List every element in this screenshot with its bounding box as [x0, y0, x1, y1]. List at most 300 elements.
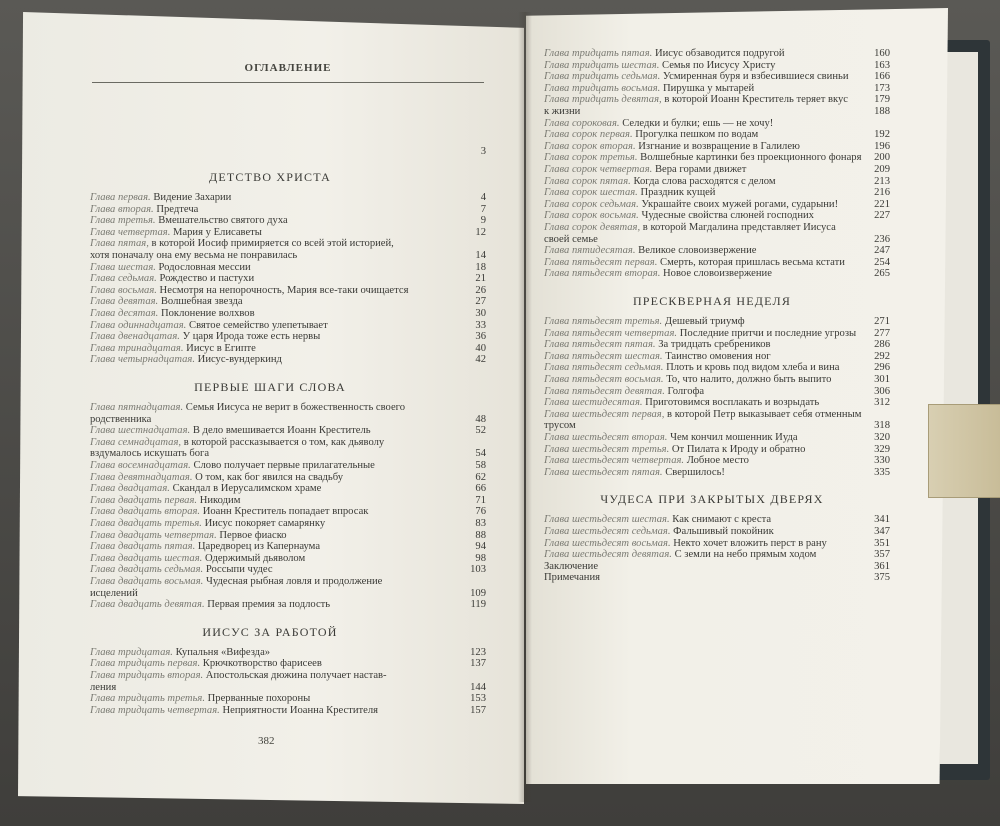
- toc-entry: [90, 518, 325, 529]
- toc-entry: [90, 647, 270, 658]
- chapter-title: Вера горами движет: [654, 164, 747, 175]
- chapter-label: Глава шестьдесят вторая.: [544, 432, 668, 443]
- toc-entry: [90, 460, 375, 471]
- page-ref: 54: [475, 448, 486, 460]
- page-ref: 341: [874, 514, 890, 526]
- toc-entry: [544, 374, 831, 385]
- toc-entry: [544, 561, 598, 572]
- chapter-title: Волшебная звезда: [160, 296, 243, 308]
- section-title: ЧУДЕСА ПРИ ЗАКРЫТЫХ ДВЕРЯХ: [600, 492, 824, 507]
- chapter-title: От Пилата к Ироду и обратно: [671, 443, 806, 455]
- chapter-title: к жизни: [544, 106, 581, 117]
- page-ref: 52: [475, 425, 486, 437]
- chapter-title: То, что налито, должно быть выпито: [666, 374, 832, 385]
- chapter-title: Дешевый триумф: [664, 316, 745, 327]
- toc-entry: [544, 455, 749, 466]
- toc-entry: [544, 514, 771, 525]
- page-number: 382: [258, 735, 275, 747]
- chapter-label: Глава двадцать шестая.: [90, 552, 203, 564]
- page-ref: 88: [475, 529, 486, 541]
- chapter-label: Глава шестьдесят шестая.: [544, 514, 670, 526]
- chapter-title: Усмиренная буря и взбесившиеся свиньи: [662, 71, 849, 83]
- chapter-title: в которой Иосиф примиряется со всей этой историей,: [151, 238, 394, 250]
- section-title: ПЕРВЫЕ ШАГИ СЛОВА: [194, 380, 346, 394]
- toc-entry: [544, 316, 745, 327]
- toc-entry: [90, 448, 209, 459]
- chapter-title: в которой рассказывается о том, как дьяволу: [183, 436, 385, 448]
- toc-entry: [544, 106, 580, 117]
- chapter-label: Глава двадцать седьмая.: [90, 564, 204, 576]
- chapter-title: Последние притчи и последние угрозы: [679, 327, 857, 339]
- chapter-label: Глава пятая,: [90, 238, 149, 250]
- page-ref: 196: [874, 140, 890, 152]
- chapter-title: Голгофа: [667, 385, 705, 397]
- chapter-label: Глава шестьдесят пятая.: [544, 466, 663, 478]
- page-ref: 347: [874, 526, 890, 537]
- page-ref: 103: [470, 564, 486, 576]
- chapter-title: Праздник кущей: [640, 187, 716, 199]
- chapter-label: Глава шестнадцатая.: [90, 425, 191, 437]
- page-ref: 375: [874, 572, 890, 584]
- chapter-label: Глава сорок третья.: [544, 152, 638, 164]
- chapter-label: Глава шестая.: [90, 261, 156, 273]
- chapter-label: Глава пятьдесят первая.: [544, 256, 658, 268]
- page-ref: 254: [874, 256, 890, 268]
- chapter-label: Глава тридцать восьмая.: [544, 82, 661, 94]
- chapter-title: Семья Иисуса не верит в божественность своего: [185, 402, 406, 413]
- chapter-title: Иоанн Креститель попадает впросак: [202, 506, 369, 518]
- chapter-title: Купальня «Вифезда»: [175, 646, 271, 658]
- chapter-title: вздумалось искушать бога: [90, 448, 210, 460]
- toc-entry: [90, 693, 310, 704]
- page-ref: 153: [470, 693, 486, 705]
- chapter-label: Глава шестидесятая.: [544, 397, 643, 409]
- page-ref: 265: [874, 268, 890, 280]
- chapter-label: Глава пятидесятая.: [544, 245, 636, 257]
- chapter-title: Чудесные свойства слюней господних: [641, 210, 814, 222]
- chapter-label: Глава шестьдесят третья.: [544, 443, 670, 455]
- chapter-title: в которой Иоанн Креститель теряет вкус: [664, 94, 848, 106]
- chapter-title: Рождество и пастухи: [159, 273, 255, 285]
- toc-entry: [544, 83, 754, 94]
- toc-entry: [544, 222, 836, 233]
- toc-entry: [544, 409, 861, 420]
- chapter-title: Таинство омовения ног: [665, 350, 771, 362]
- chapter-label: Глава двадцать пятая.: [90, 541, 196, 553]
- chapter-title: Великое словоизвержение: [638, 245, 757, 257]
- toc-entry: [544, 351, 771, 362]
- chapter-title: Царедворец из Капернаума: [197, 541, 321, 553]
- chapter-title: Скандал в Иерусалимском храме: [172, 483, 322, 495]
- chapter-title: Несмотря на непорочность, Мария все-таки очищается: [159, 284, 409, 296]
- toc-entry: [90, 215, 288, 226]
- chapter-title: Когда слова расходятся с делом: [633, 175, 776, 187]
- chapter-title: Первое фиаско: [219, 529, 287, 541]
- toc-entry: [90, 553, 305, 564]
- chapter-label: Глава шестьдесят четвертая.: [544, 455, 685, 467]
- toc-entry: [544, 328, 856, 339]
- toc-entry: [544, 444, 805, 455]
- toc-entry: [90, 320, 328, 331]
- chapter-label: Глава шестьдесят девятая.: [544, 549, 672, 561]
- page-ref: 157: [470, 704, 486, 716]
- toc-entry: [544, 257, 845, 268]
- section-title: ДЕТСТВО ХРИСТА: [208, 170, 332, 184]
- page-ref: 4: [480, 192, 486, 203]
- page-ref: 318: [874, 420, 890, 432]
- page-ref: 312: [874, 397, 890, 409]
- page-ref: 119: [470, 599, 486, 611]
- page-ref: 137: [470, 658, 486, 670]
- page-ref: 277: [874, 327, 890, 339]
- chapter-label: Глава седьмая.: [90, 273, 157, 285]
- page-ref: 301: [874, 374, 890, 385]
- chapter-label: Глава пятьдесят вторая.: [544, 268, 661, 280]
- chapter-title: исцелений: [90, 587, 138, 599]
- page-ref: 33: [475, 319, 486, 331]
- page-ref: 357: [874, 549, 890, 561]
- chapter-label: Глава пятьдесят седьмая.: [544, 362, 664, 374]
- chapter-label: Глава двенадцатая.: [90, 331, 180, 343]
- chapter-label: Глава сорок четвертая.: [544, 164, 653, 175]
- chapter-title: Родословная мессии: [158, 261, 251, 273]
- page-ref: 320: [874, 432, 890, 443]
- chapter-label: Глава тринадцатая.: [90, 342, 184, 354]
- toc-entry: [90, 204, 198, 215]
- chapter-title: За тридцать сребреников: [658, 339, 771, 351]
- toc-entry: [544, 572, 600, 583]
- page-ref: 30: [475, 308, 486, 319]
- toc-entry: [90, 192, 231, 203]
- toc-entry: [544, 199, 838, 210]
- chapter-title: Предтеча: [156, 203, 199, 215]
- chapter-label: Глава тридцать девятая,: [544, 94, 662, 106]
- heading-rule: [92, 82, 484, 83]
- page-ref: 9: [480, 215, 486, 227]
- chapter-label: Глава пятьдесят четвертая.: [544, 327, 678, 339]
- chapter-title: Чем кончил мошенник Иуда: [670, 432, 798, 443]
- chapter-title: Слово получает первые прилагательные: [193, 460, 375, 471]
- chapter-title: Селедки и булки; ешь — не хочу!: [622, 117, 774, 129]
- page-ref: 330: [874, 455, 890, 467]
- chapter-title: Приготовимся восплакать и возрыдать: [645, 397, 820, 409]
- page-ref: 329: [874, 443, 890, 455]
- page-ref: 26: [475, 284, 486, 296]
- chapter-label: Глава пятьдесят третья.: [544, 316, 663, 327]
- chapter-label: Глава двадцать восьмая.: [90, 576, 204, 587]
- chapter-title: Первая премия за подлость: [207, 599, 331, 611]
- chapter-title: Фальшивый покойник: [673, 526, 774, 537]
- toc-entry: [90, 472, 343, 483]
- toc-entry: [90, 262, 251, 273]
- chapter-label: Глава тридцать третья.: [90, 693, 205, 705]
- toc-entry: [544, 176, 776, 187]
- chapter-title: Мария у Елисаветы: [173, 226, 262, 238]
- toc-entry: [90, 483, 321, 494]
- page-ref: 14: [475, 250, 486, 261]
- toc-entry: [544, 152, 861, 163]
- toc-entry: [544, 432, 798, 443]
- chapter-title: Смерть, которая пришлась весьма кстати: [660, 256, 845, 268]
- chapter-title: Одержимый дьяволом: [204, 552, 306, 564]
- toc-entry: [544, 549, 816, 560]
- chapter-label: Глава вторая.: [90, 203, 154, 215]
- page-ref: 71: [475, 494, 486, 506]
- page-ref: 200: [874, 152, 890, 164]
- page-ref: 83: [475, 518, 486, 529]
- toc-entry: [544, 60, 775, 71]
- chapter-label: Глава пятнадцатая.: [90, 402, 184, 413]
- page-ref: 221: [874, 198, 890, 210]
- chapter-label: Глава четвертая.: [90, 226, 171, 238]
- page-ref: 227: [874, 210, 890, 222]
- chapter-title: Чудесная рыбная ловля и продолжение: [205, 576, 383, 587]
- chapter-label: Глава сорок девятая,: [544, 222, 641, 233]
- chapter-label: Глава двадцать девятая.: [90, 599, 205, 611]
- chapter-label: Глава пятьдесят пятая.: [544, 339, 656, 351]
- chapter-title: ления: [90, 681, 117, 693]
- chapter-title: в которой Петр выказывает себя отменным: [667, 408, 862, 420]
- chapter-title: Никодим: [199, 494, 241, 506]
- chapter-title: Украшайте своих мужей рогами, сударыни!: [641, 198, 839, 210]
- chapter-title: Как снимают с креста: [672, 514, 772, 526]
- toc-entry: [90, 402, 405, 413]
- toc-entry: [90, 682, 116, 693]
- chapter-title: Прерванные похороны: [207, 693, 311, 705]
- chapter-label: Глава сорок первая.: [544, 129, 633, 141]
- chapter-label: Глава первая.: [90, 192, 151, 203]
- chapter-label: Глава двадцатая.: [90, 483, 170, 495]
- chapter-label: Глава тридцать шестая.: [544, 59, 660, 71]
- chapter-title: Иисус-вундеркинд: [197, 354, 282, 366]
- toc-entry: [544, 526, 774, 537]
- chapter-label: Глава пятьдесят шестая.: [544, 350, 663, 362]
- page-ref: 36: [475, 331, 486, 343]
- chapter-title: Семья по Иисусу Христу: [662, 59, 776, 71]
- page-ref: 163: [874, 59, 890, 71]
- toc-entry: [90, 437, 384, 448]
- chapter-label: Глава сорок восьмая.: [544, 210, 639, 222]
- chapter-title: родственника: [90, 413, 152, 425]
- chapter-title: Неприятности Иоанна Крестителя: [222, 704, 378, 716]
- chapter-label: Глава пятьдесят восьмая.: [544, 374, 664, 385]
- toc-entry: [90, 354, 282, 365]
- chapter-title: Плоть и кровь под видом хлеба и вина: [666, 362, 840, 374]
- page-ref: 351: [874, 537, 890, 549]
- toc-entry: [90, 530, 287, 541]
- toc-heading: ОГЛАВЛЕНИЕ: [244, 62, 332, 74]
- page-ref: 173: [874, 82, 890, 94]
- chapter-label: Глава двадцать первая.: [90, 494, 198, 506]
- chapter-label: Глава сорок седьмая.: [544, 198, 639, 210]
- chapter-label: Глава тридцать пятая.: [544, 48, 653, 59]
- chapter-title: Вмешательство святого духа: [158, 215, 288, 227]
- section-title: ПРЕСКВЕРНАЯ НЕДЕЛЯ: [632, 294, 792, 308]
- chapter-label: Глава девятнадцатая.: [90, 471, 193, 483]
- toc-entry: [544, 187, 715, 198]
- chapter-title: Апостольская дюжина получает настав-: [205, 670, 387, 681]
- page-ref: 236: [874, 233, 890, 245]
- chapter-title: Примечания: [544, 572, 600, 584]
- page-ref: 12: [475, 226, 486, 238]
- chapter-title: хотя поначалу она ему весьма не понравилась: [90, 250, 298, 261]
- page-ref: 192: [874, 129, 890, 141]
- toc-entry: [90, 599, 330, 610]
- chapter-title: Лобное место: [686, 455, 749, 467]
- chapter-label: Глава тридцать вторая.: [90, 670, 204, 681]
- toc-entry: [544, 467, 725, 478]
- page-ref: 7: [480, 203, 486, 215]
- toc-entry: [544, 48, 785, 59]
- toc-entry: [90, 588, 138, 599]
- page-ref: 21: [475, 273, 486, 285]
- chapter-label: Глава шестьдесят восьмая.: [544, 537, 671, 549]
- chapter-label: Глава третья.: [90, 215, 156, 227]
- toc-entry: [90, 343, 256, 354]
- chapter-label: Глава тридцатая.: [90, 646, 173, 658]
- page-ref: 361: [874, 560, 890, 572]
- toc-entry: [544, 420, 576, 431]
- page-ref: 179: [874, 94, 890, 106]
- toc-entry: [544, 71, 849, 82]
- section-title: ИИСУС ЗА РАБОТОЙ: [202, 624, 338, 639]
- page-ref: 188: [874, 106, 890, 117]
- toc-entry: [544, 234, 598, 245]
- chapter-title: Святое семейство улепетывает: [189, 319, 328, 331]
- page-ref: 123: [470, 646, 486, 658]
- chapter-title: Видение Захарии: [153, 192, 232, 203]
- page-ref: 286: [874, 339, 890, 351]
- page-ref: 335: [874, 466, 890, 478]
- chapter-label: Глава сорок вторая.: [544, 140, 636, 152]
- chapter-title: Крючкотворство фарисеев: [202, 658, 322, 670]
- toc-entry: [544, 164, 746, 175]
- page-ref: 76: [475, 506, 486, 518]
- page-ref: 66: [475, 483, 486, 495]
- chapter-title: Иисус в Египте: [186, 342, 256, 354]
- toc-entry: [544, 141, 800, 152]
- chapter-label: Глава сорок пятая.: [544, 175, 631, 187]
- toc-entry: [90, 506, 368, 517]
- toc-entry: [544, 94, 848, 105]
- chapter-title: своей семье: [544, 233, 598, 245]
- toc-entry: [90, 308, 255, 319]
- page-ref: 94: [475, 541, 486, 553]
- toc-entry: [90, 495, 240, 506]
- book-gutter: [518, 12, 532, 802]
- toc-entry: [544, 268, 772, 279]
- chapter-label: Глава семнадцатая,: [90, 436, 182, 448]
- toc-entry: [90, 296, 243, 307]
- chapter-label: Глава двадцать третья.: [90, 518, 202, 529]
- chapter-title: Некто хочет вложить перст в рану: [673, 537, 827, 549]
- page-ref: 40: [475, 342, 486, 354]
- bookmark: [928, 404, 1000, 498]
- toc-entry: [90, 331, 320, 342]
- toc-entry: [544, 339, 771, 350]
- page-ref: 18: [475, 261, 486, 273]
- page-ref: 247: [874, 245, 890, 257]
- chapter-label: Глава десятая.: [90, 308, 159, 319]
- page-ref: 48: [475, 413, 486, 425]
- toc-entry: [90, 227, 262, 238]
- chapter-title: Поклонение волхвов: [160, 308, 255, 319]
- chapter-label: Глава двадцать вторая.: [90, 506, 201, 518]
- chapter-title: Свершилось!: [665, 466, 725, 478]
- page-ref: 306: [874, 385, 890, 397]
- page-ref: 62: [475, 471, 486, 483]
- chapter-label: Глава сороковая.: [544, 117, 620, 129]
- chapter-title: Изгнание и возвращение в Галилею: [638, 140, 800, 152]
- chapter-label: Глава одиннадцатая.: [90, 319, 187, 331]
- chapter-label: Глава тридцать седьмая.: [544, 71, 661, 83]
- page-ref: 3: [480, 146, 486, 157]
- chapter-title: Иисус обзаводится подругой: [654, 48, 785, 59]
- toc-entry: [544, 129, 758, 140]
- chapter-title: С земли на небо прямым ходом: [674, 549, 817, 561]
- chapter-title: Заключение: [544, 560, 599, 572]
- toc-entry: [544, 210, 814, 221]
- page-ref: 58: [475, 460, 486, 471]
- toc-entry: [90, 705, 378, 716]
- chapter-title: Иисус покоряет самарянку: [204, 518, 326, 529]
- toc-entry: [90, 564, 273, 575]
- chapter-label: Глава двадцать четвертая.: [90, 529, 217, 541]
- chapter-title: Россыпи чудес: [205, 564, 273, 576]
- chapter-label: Глава четырнадцатая.: [90, 354, 196, 366]
- page-ref: 213: [874, 175, 890, 187]
- page-ref: 292: [874, 350, 890, 362]
- page-ref: 209: [874, 164, 890, 175]
- chapter-title: В дело вмешивается Иоанн Креститель: [192, 425, 371, 437]
- toc-entry: [90, 273, 254, 284]
- toc-entry: [90, 285, 408, 296]
- toc-entry: [544, 245, 756, 256]
- toc-entry: [90, 541, 320, 552]
- page-ref: 42: [475, 354, 486, 366]
- chapter-label: Глава шестьдесят седьмая.: [544, 526, 671, 537]
- page-ref: 271: [874, 316, 890, 327]
- toc-entry: [90, 250, 297, 261]
- chapter-label: Глава тридцать первая.: [90, 658, 201, 670]
- chapter-label: Глава пятьдесят девятая.: [544, 385, 665, 397]
- chapter-title: Новое словоизвержение: [663, 268, 772, 280]
- toc-entry: [544, 118, 773, 129]
- page-ref: 98: [475, 552, 486, 564]
- toc-entry: [544, 362, 839, 373]
- page-ref: 27: [475, 296, 486, 308]
- chapter-label: Глава сорок шестая.: [544, 187, 638, 199]
- toc-entry: [90, 670, 387, 681]
- toc-entry: [90, 425, 371, 436]
- toc-entry: [544, 386, 704, 397]
- page-ref: 144: [470, 681, 486, 693]
- chapter-label: Глава восемнадцатая.: [90, 460, 191, 471]
- toc-entry: [90, 414, 151, 425]
- toc-entry: [90, 576, 382, 587]
- chapter-label: Глава тридцать четвертая.: [90, 704, 220, 716]
- page-ref: 216: [874, 187, 890, 199]
- chapter-title: в которой Магдалина представляет Иисуса: [642, 222, 836, 233]
- chapter-title: трусом: [544, 420, 576, 432]
- toc-entry: [544, 397, 819, 408]
- toc-entry: [544, 538, 827, 549]
- page-ref: 166: [874, 71, 890, 83]
- chapter-label: Глава девятая.: [90, 296, 159, 308]
- chapter-label: Глава шестьдесят первая,: [544, 408, 665, 420]
- toc-entry: [90, 238, 394, 249]
- page-ref: 296: [874, 362, 890, 374]
